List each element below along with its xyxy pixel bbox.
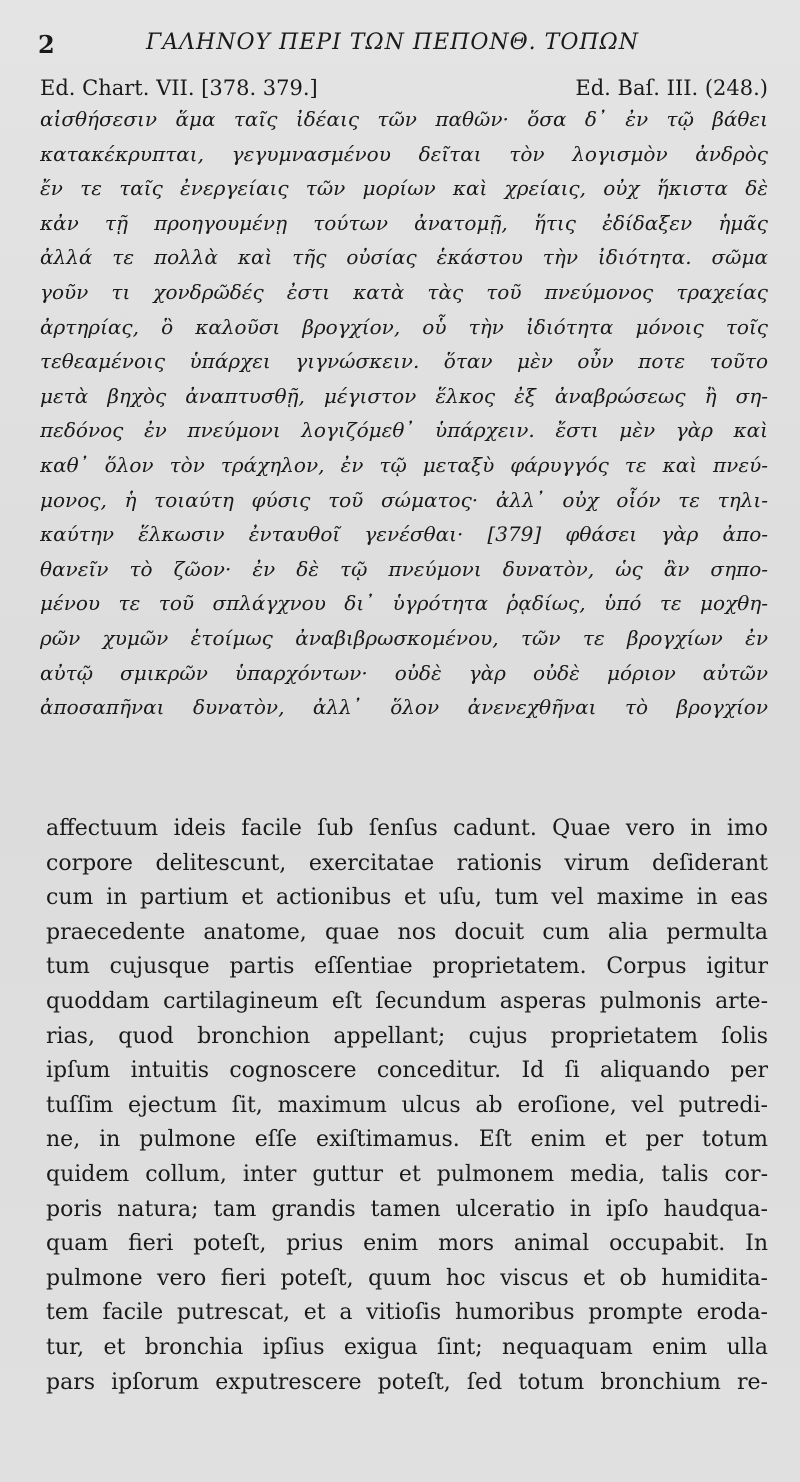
greek-text-line: καύτην ἕλκωσιν ἐνταυθοῖ γενέσθαι· [379] φθάσει γὰρ ἀπο- — [40, 522, 768, 547]
greek-text-line: τεθεαμένοις ὑπάρχει γιγνώσκειν. ὅταν μὲν οὖν ποτε τοῦτο — [40, 349, 768, 374]
greek-text-line: κἀν τῇ προηγουμένῃ τούτων ἀνατομῇ, ἥτις ἐδίδαξεν ἡμᾶς — [40, 210, 768, 235]
latin-text-block — [46, 812, 768, 1400]
latin-text-line: quam fieri poteſt, prius enim mors animal occupabit. In — [46, 1231, 768, 1257]
latin-text-line: ipſum intuitis cognoscere conceditur. Id ſi aliquando per — [46, 1058, 768, 1084]
greek-text-line: μονος, ἡ τοιαύτη φύσις τοῦ σώματος· ἀλλ᾽ οὐχ οἷόν τε τηλι- — [40, 487, 768, 512]
latin-text-line: quoddam cartilagineum eſt ſecundum asperas pulmonis arte- — [46, 988, 768, 1014]
latin-text-line: praecedente anatome, quae nos docuit cum alia permulta — [46, 919, 768, 945]
latin-text-line: tem facile putrescat, et a vitioſis humoribus prompte eroda- — [46, 1300, 768, 1326]
greek-text-line: ἀρτηρίας, ὃ καλοῦσι βρογχίον, οὗ τὴν ἰδιότητα μόνοις τοῖς — [40, 314, 768, 339]
greek-text-line: ἀποσαπῆναι δυνατὸν, ἀλλ᾽ ὅλον ἀνενεχθῆναι τὸ βρογχίον — [40, 695, 768, 720]
greek-text-line: ἀλλά τε πολλὰ καὶ τῆς οὐσίας ἑκάστου τὴν ἰδιότητα. σῶμα — [40, 245, 768, 270]
greek-text-line: θανεῖν τὸ ζῶον· ἐν δὲ τῷ πνεύμονι δυνατὸν, ὡς ἂν σηπο- — [40, 556, 768, 581]
greek-text-line: γοῦν τι χονδρῶδές ἐστι κατὰ τὰς τοῦ πνεύμονος τραχείας — [40, 279, 768, 304]
latin-text-line: poris natura; tam grandis tamen ulceratio in ipſo haudqua- — [46, 1196, 768, 1222]
greek-text-line: καθ᾽ ὅλον τὸν τράχηλον, ἐν τῷ μεταξὺ φάρυγγός τε καὶ πνεύ- — [40, 452, 768, 477]
edition-basel-reference: Ed. Baſ. III. (248.) — [575, 76, 768, 100]
greek-text-block — [40, 102, 768, 725]
greek-text-line: μετὰ βηχὸς ἀναπτυσθῇ, μέγιστον ἕλκος ἐξ ἀναβρώσεως ἢ ση- — [40, 383, 768, 408]
latin-text-line: pulmone vero fieri poteſt, quum hoc viscus et ob humidita- — [46, 1265, 768, 1291]
edition-chart-reference: Ed. Chart. VII. [378. 379.] — [40, 76, 318, 100]
greek-text-line: κατακέκρυπται, γεγυμνασμένου δεῖται τὸν λογισμὸν ἀνδρὸς — [40, 141, 768, 166]
latin-text-line: affectuum ideis facile ſub ſenſus cadunt. Quae vero in imo — [46, 816, 768, 841]
greek-text-line: ρῶν χυμῶν ἑτοίμως ἀναβιβρωσκομένου, τῶν τε βρογχίων ἐν — [40, 625, 768, 650]
edition-references — [40, 76, 768, 102]
greek-text-line: ἔν τε ταῖς ἐνεργείαις τῶν μορίων καὶ χρείαις, οὐχ ἥκιστα δὲ — [40, 176, 768, 201]
latin-text-line: tuſſim ejectum ſit, maximum ulcus ab eroſione, vel putredi- — [46, 1092, 768, 1118]
greek-text-line: αἰσθήσεσιν ἅμα ταῖς ἰδέαις τῶν παθῶν· ὅσα δ᾽ ἐν τῷ βάθει — [40, 107, 768, 131]
latin-text-line: pars ipſorum exputrescere poteſt, ſed totum bronchium re- — [46, 1369, 768, 1395]
latin-text-line: cum in partium et actionibus et uſu, tum vel maxime in eas — [46, 885, 768, 911]
latin-text-line: tur, et bronchia ipſius exigua ſint; nequaquam enim ulla — [46, 1334, 768, 1360]
page-number: 2 — [38, 30, 55, 59]
greek-text-line: μένου τε τοῦ σπλάγχνου δι᾽ ὑγρότητα ῥᾳδίως, ὑπό τε μοχθη- — [40, 591, 768, 616]
latin-text-line: quidem collum, inter guttur et pulmonem media, talis cor- — [46, 1161, 768, 1187]
latin-text-line: tum cujusque partis eſſentiae proprietatem. Corpus igitur — [46, 954, 768, 980]
greek-text-line: αὐτῷ σμικρῶν ὑπαρχόντων· οὐδὲ γὰρ οὐδὲ μόριον αὐτῶν — [40, 660, 768, 685]
latin-text-line: corpore delitescunt, exercitatae rationis virum deſiderant — [46, 850, 768, 876]
latin-text-line: rias, quod bronchion appellant; cujus proprietatem ſolis — [46, 1023, 768, 1049]
running-title: ΓΑΛΗΝΟΥ ΠΕΡΙ ΤΩΝ ΠΕΠΟΝΘ. ΤΟΠΩΝ — [146, 30, 640, 55]
running-head — [38, 26, 768, 62]
greek-text-line: πεδόνος ἐν πνεύμονι λογιζόμεθ᾽ ὑπάρχειν. ἔστι μὲν γὰρ καὶ — [40, 418, 768, 443]
latin-text-line: ne, in pulmone eſſe exiſtimamus. Eſt enim et per totum — [46, 1127, 768, 1153]
